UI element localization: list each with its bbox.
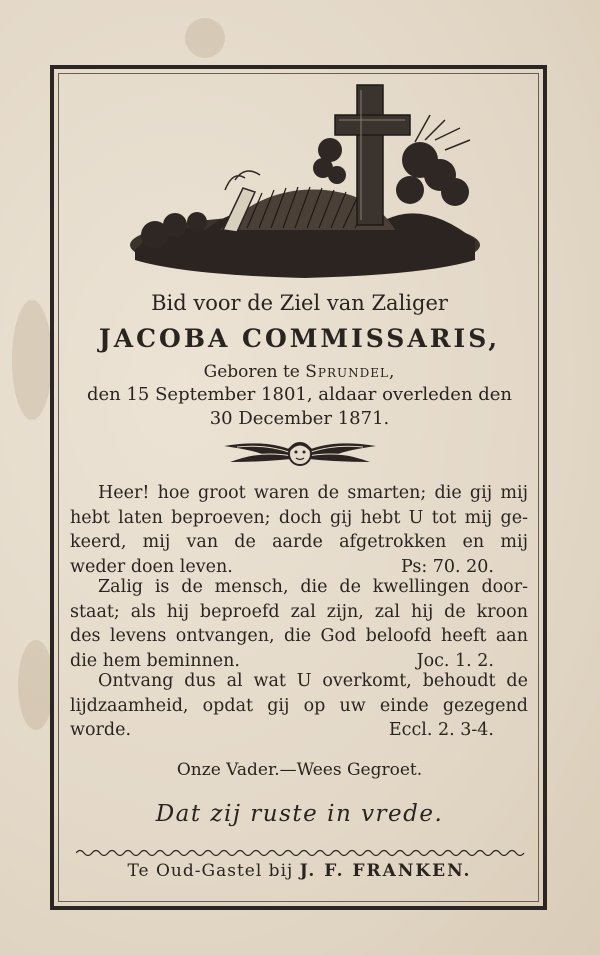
verse-line: des levens ontvangen, die God beloofd heeft aan (70, 626, 528, 646)
intro-text: Bid voor de Ziel van Zaliger (151, 291, 448, 315)
verse-line: worde. (70, 720, 132, 740)
verse-reference: Joc. 1. 2. (416, 650, 494, 671)
dates-line-2: 30 December 1871. (209, 408, 390, 429)
verse-line: staat; als hij beproefd zal zijn, zal hij de kroon (70, 601, 528, 622)
printer-line (62, 861, 537, 881)
verse-reference: Ps: 70. 20. (401, 556, 494, 577)
wavy-divider (76, 847, 528, 859)
verse-reference: Eccl. 2. 3-4. (388, 720, 494, 740)
cross-grave-icon (125, 80, 485, 285)
verse-line: hebt laten beproeven; doch gij hebt U tot mij ge- (70, 507, 528, 528)
winged-angel-head-icon (222, 436, 378, 472)
verse-line: die hem beminnen. (70, 650, 240, 671)
verse-psalm (70, 481, 528, 579)
verse-line: Zalig is de mensch, die de kwellingen door- (98, 577, 528, 597)
printer-name: J. F. FRANKEN. (299, 861, 472, 881)
verse-line: weder doen leven. (70, 556, 233, 577)
verse-james (70, 575, 528, 673)
birth-place: Sprundel, (305, 362, 396, 382)
birth-line (62, 362, 537, 382)
verse-line: lijdzaamheid, opdat gij op uw einde gezegend (70, 695, 528, 716)
prayer-line: Onze Vader.—Wees Gegroet. (176, 760, 423, 780)
printer-prefix: Te Oud-Gastel bij (127, 861, 300, 881)
dates-line-1: den 15 September 1801, aldaar overleden den (86, 384, 513, 405)
deceased-name: JACOBA COMMISSARIS, (98, 324, 501, 353)
verse-line: Heer! hoe groot waren de smarten; die gij mij (98, 483, 528, 503)
verse-line: keerd, mij van de aarde afgetrokken en mij (70, 532, 528, 552)
birth-prefix: Geboren te (203, 362, 306, 382)
verse-line: Ontvang dus al wat U overkomt, behoudt de (98, 671, 528, 691)
paper-stain (18, 640, 54, 730)
rest-in-peace: Dat zij ruste in vrede. (155, 801, 444, 827)
paper-stain (12, 300, 52, 420)
verse-ecclesiasticus (70, 669, 528, 743)
paper-stain (185, 18, 225, 58)
